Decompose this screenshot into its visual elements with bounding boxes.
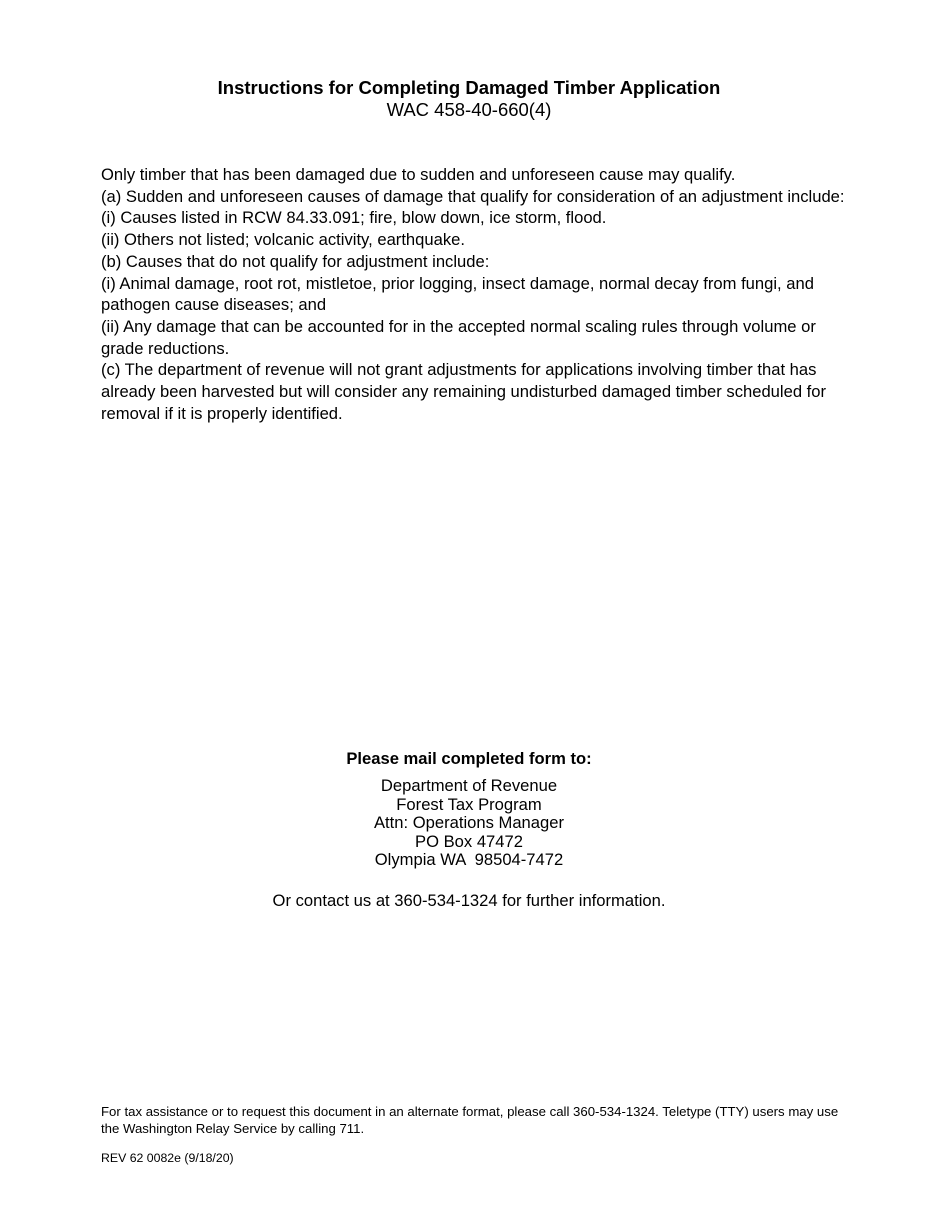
address-line: Olympia WA 98504-7472 bbox=[374, 850, 564, 870]
instruction-paragraph: (ii) Any damage that can be accounted for in the accepted normal scaling rules through volume or grade reductions. bbox=[101, 316, 816, 358]
instruction-paragraph: (ii) Others not listed; volcanic activity, earthquake. bbox=[101, 230, 465, 250]
instruction-paragraph: (i) Causes listed in RCW 84.33.091; fire, blow down, ice storm, flood. bbox=[101, 208, 607, 228]
contact-info: Or contact us at 360-534-1324 for further information. bbox=[272, 891, 666, 910]
mailing-address bbox=[0, 777, 938, 870]
instruction-paragraph: (a) Sudden and unforeseen causes of damage that qualify for consideration of an adjustment include: bbox=[101, 186, 845, 206]
regulation-citation: WAC 458-40-660(4) bbox=[386, 99, 552, 120]
form-number: REV 62 0082e (9/18/20) bbox=[101, 1151, 234, 1165]
address-line: Forest Tax Program bbox=[396, 794, 542, 814]
address-line: Attn: Operations Manager bbox=[373, 813, 564, 833]
address-line: Department of Revenue bbox=[380, 776, 558, 795]
mailing-heading: Please mail completed form to: bbox=[346, 749, 592, 768]
instruction-paragraph: (i) Animal damage, root rot, mistletoe, prior logging, insect damage, normal decay from fungi, and pathogen cause diseases; and bbox=[101, 273, 814, 315]
instruction-paragraph: Only timber that has been damaged due to sudden and unforeseen cause may qualify. bbox=[101, 165, 736, 184]
address-line: PO Box 47472 bbox=[415, 831, 523, 851]
instruction-paragraph: (c) The department of revenue will not grant adjustments for applications involving timber that has already been harvested but will consider any remaining undisturbed damaged timber scheduled for removal if it is properly identified. bbox=[101, 360, 827, 423]
instruction-paragraph: (b) Causes that do not qualify for adjustment include: bbox=[101, 251, 490, 271]
instructions-body bbox=[101, 164, 851, 424]
accessibility-note: For tax assistance or to request this document in an alternate format, please call 360-534-1324. Teletype (TTY) users may use the Washington Relay Service by calling 711. bbox=[101, 1104, 839, 1137]
page-title: Instructions for Completing Damaged Timber Application bbox=[217, 77, 721, 98]
